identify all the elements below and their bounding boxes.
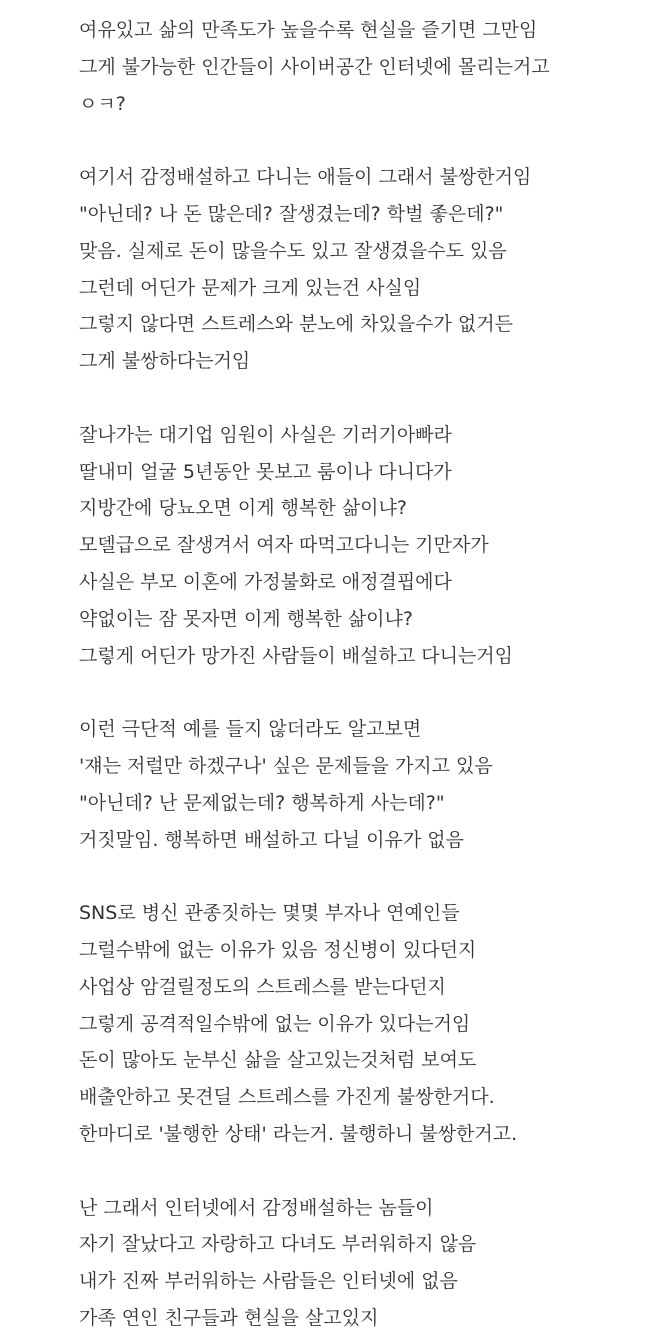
text-line: 여유있고 삶의 만족도가 높을수록 현실을 즐기면 그만임 bbox=[79, 19, 538, 41]
text-line: "아닌데? 난 문제없는데? 행복하게 사는데?" bbox=[79, 791, 445, 814]
text-line: 지방간에 당뇨오면 이게 행복한 삶이냐? bbox=[79, 497, 407, 520]
text-line: 딸내미 얼굴 5년동안 못보고 룸이나 다니다가 bbox=[79, 460, 452, 483]
text-line: 자기 잘났다고 자랑하고 다녀도 부러워하지 않음 bbox=[79, 1233, 477, 1256]
text-line: 그게 불가능한 인간들이 사이버공간 인터넷에 몰리는거고 bbox=[79, 55, 550, 78]
paragraph-3 bbox=[79, 417, 659, 675]
text-line: 여기서 감정배설하고 다니는 애들이 그래서 불쌍한거임 bbox=[79, 166, 532, 189]
paragraph-spacer bbox=[79, 380, 659, 417]
text-line: ㅇㅋ? bbox=[79, 92, 126, 115]
text-line: 그렇게 어딘가 망가진 사람들이 배설하고 다니는거임 bbox=[79, 644, 513, 667]
paragraph-1 bbox=[79, 12, 659, 122]
text-line: 사실은 부모 이혼에 가정불화로 애정결핍에다 bbox=[79, 570, 452, 593]
paragraph-5 bbox=[79, 895, 659, 1153]
text-line: 사업상 암걸릴정도의 스트레스를 받는다던지 bbox=[79, 975, 446, 998]
text-line: 모델급으로 잘생겨서 여자 따먹고다니는 기만자가 bbox=[79, 534, 489, 557]
text-line: 돈이 많아도 눈부신 삶을 살고있는것처럼 보여도 bbox=[79, 1049, 477, 1072]
text-line: 거짓말임. 행복하면 배설하고 다닐 이유가 없음 bbox=[79, 828, 464, 851]
paragraph-4 bbox=[79, 711, 659, 858]
text-line: 그럴수밖에 없는 이유가 있음 정신병이 있다던지 bbox=[79, 938, 477, 961]
post-body bbox=[79, 12, 659, 1337]
text-line: 약없이는 잠 못자면 이게 행복한 삶이냐? bbox=[79, 607, 413, 630]
paragraph-6 bbox=[79, 1190, 659, 1337]
text-line: 잘나가는 대기업 임원이 사실은 기러기아빠라 bbox=[79, 423, 452, 446]
text-line: 맞음. 실제로 돈이 많을수도 있고 잘생겼을수도 있음 bbox=[79, 239, 507, 262]
text-line: 이런 극단적 예를 들지 않더라도 알고보면 bbox=[79, 718, 422, 741]
text-line: 그렇게 공격적일수밖에 없는 이유가 있다는거임 bbox=[79, 1012, 471, 1035]
text-line: 그런데 어딘가 문제가 크게 있는건 사실임 bbox=[79, 276, 422, 299]
paragraph-spacer bbox=[79, 674, 659, 711]
paragraph-2 bbox=[79, 159, 659, 380]
text-line: 가족 연인 친구들과 현실을 살고있지 bbox=[79, 1306, 379, 1329]
text-line: 한마디로 '불행한 상태' 라는거. 불행하니 불쌍한거고. bbox=[79, 1122, 518, 1145]
paragraph-spacer bbox=[79, 1153, 659, 1190]
text-line: 내가 진짜 부러워하는 사람들은 인터넷에 없음 bbox=[79, 1270, 458, 1293]
text-line: SNS로 병신 관종짓하는 몇몇 부자나 연예인들 bbox=[79, 902, 460, 925]
text-line: 그렇지 않다면 스트레스와 분노에 차있을수가 없거든 bbox=[79, 313, 513, 336]
text-line: "아닌데? 나 돈 많은데? 잘생겼는데? 학벌 좋은데?" bbox=[79, 202, 504, 225]
text-line: 그게 불쌍하다는거임 bbox=[79, 350, 251, 373]
text-line: 배출안하고 못견딜 스트레스를 가진게 불쌍한거다. bbox=[79, 1086, 495, 1109]
text-line: '쟤는 저럴만 하겠구나' 싶은 문제들을 가지고 있음 bbox=[79, 754, 493, 777]
paragraph-spacer bbox=[79, 858, 659, 895]
text-line: 난 그래서 인터넷에서 감정배설하는 놈들이 bbox=[79, 1196, 434, 1219]
paragraph-spacer bbox=[79, 122, 659, 159]
